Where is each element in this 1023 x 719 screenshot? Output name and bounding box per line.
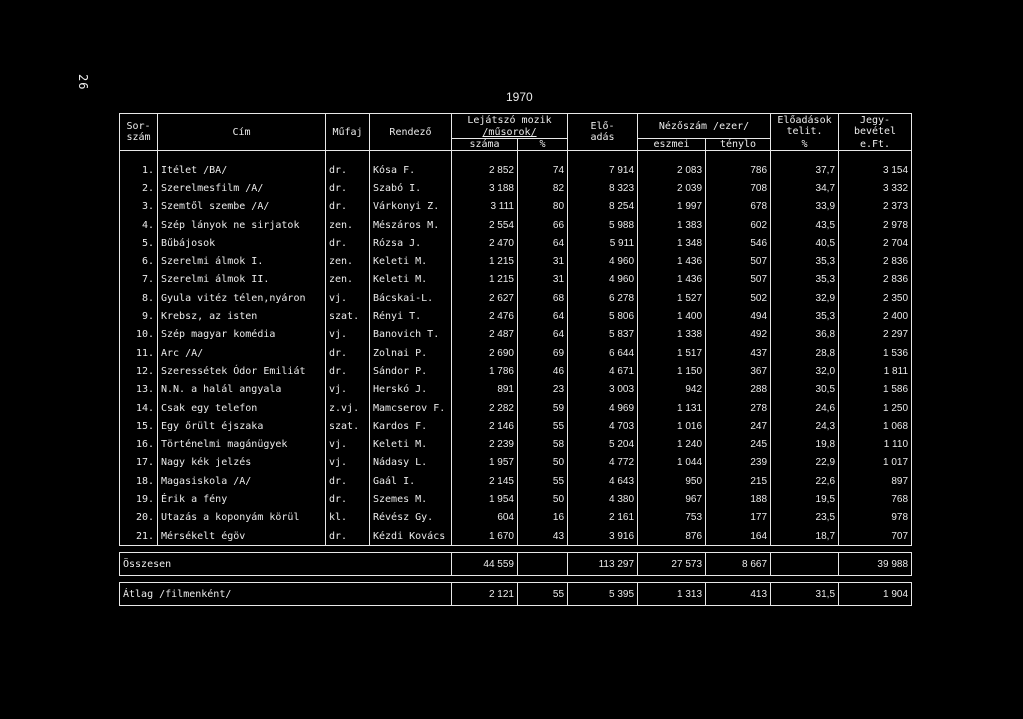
fill-rate: 37,7 — [771, 161, 839, 179]
viewers-nominal: 1 131 — [638, 399, 706, 417]
cinemas-pct: 80 — [518, 198, 568, 216]
genre: dr. — [326, 490, 370, 508]
header-lejatszo-szama: száma — [452, 139, 518, 151]
film-title: Nagy kék jelzés — [158, 454, 326, 472]
total-revenue: 39 988 — [839, 553, 912, 576]
shows-count: 3 916 — [568, 527, 638, 546]
viewers-actual: 215 — [706, 472, 771, 490]
average-viewers-nominal: 1 313 — [638, 583, 706, 606]
cinemas-count: 2 690 — [452, 344, 518, 362]
director: Mamcserov F. — [370, 399, 452, 417]
fill-rate: 19,5 — [771, 490, 839, 508]
revenue: 2 978 — [839, 216, 912, 234]
header-jegy-mid: bevétel — [853, 126, 897, 138]
row-number: 19. — [120, 490, 158, 508]
fill-rate: 24,6 — [771, 399, 839, 417]
film-title: Utazás a koponyám körül — [158, 509, 326, 527]
fill-rate: 35,3 — [771, 252, 839, 270]
revenue: 3 332 — [839, 179, 912, 197]
film-title: Itélet /BA/ — [158, 161, 326, 179]
table-row — [120, 399, 912, 417]
director: Sándor P. — [370, 362, 452, 380]
revenue: 1 811 — [839, 362, 912, 380]
genre: vj. — [326, 326, 370, 344]
viewers-actual: 507 — [706, 252, 771, 270]
genre: zen. — [326, 271, 370, 289]
average-viewers-actual: 413 — [706, 583, 771, 606]
film-title: Szép lányok ne sirjatok — [158, 216, 326, 234]
total-cinemas: 44 559 — [452, 553, 518, 576]
average-shows: 5 395 — [568, 583, 638, 606]
cinemas-pct: 68 — [518, 289, 568, 307]
shows-count: 5 204 — [568, 435, 638, 453]
table-row — [120, 472, 912, 490]
cinemas-pct: 50 — [518, 454, 568, 472]
viewers-nominal: 1 997 — [638, 198, 706, 216]
header-eloadasok — [771, 114, 839, 139]
film-title: Szép magyar komédia — [158, 326, 326, 344]
viewers-nominal: 1 517 — [638, 344, 706, 362]
shows-count: 4 703 — [568, 417, 638, 435]
film-statistics-table — [119, 113, 911, 623]
fill-rate: 32,0 — [771, 362, 839, 380]
viewers-nominal: 1 436 — [638, 252, 706, 270]
table-body — [120, 151, 912, 546]
shows-count: 6 278 — [568, 289, 638, 307]
cinemas-count: 2 487 — [452, 326, 518, 344]
cinemas-pct: 74 — [518, 161, 568, 179]
shows-count: 5 988 — [568, 216, 638, 234]
row-number: 5. — [120, 234, 158, 252]
fill-rate: 43,5 — [771, 216, 839, 234]
table-row — [120, 527, 912, 546]
total-viewers-actual: 8 667 — [706, 553, 771, 576]
cinemas-pct: 31 — [518, 252, 568, 270]
shows-count: 4 380 — [568, 490, 638, 508]
cinemas-count: 2 852 — [452, 161, 518, 179]
shows-count: 2 161 — [568, 509, 638, 527]
cinemas-pct: 66 — [518, 216, 568, 234]
director: Kósa F. — [370, 161, 452, 179]
director: Keleti M. — [370, 252, 452, 270]
viewers-actual: 239 — [706, 454, 771, 472]
table-row — [120, 161, 912, 179]
revenue: 3 154 — [839, 161, 912, 179]
genre: dr. — [326, 198, 370, 216]
viewers-actual: 502 — [706, 289, 771, 307]
table-row — [120, 362, 912, 380]
cinemas-count: 2 476 — [452, 307, 518, 325]
revenue: 1 586 — [839, 381, 912, 399]
film-title: Szerelmi álmok II. — [158, 271, 326, 289]
genre: vj. — [326, 435, 370, 453]
genre: szat. — [326, 417, 370, 435]
viewers-actual: 492 — [706, 326, 771, 344]
cinemas-count: 1 954 — [452, 490, 518, 508]
revenue: 1 250 — [839, 399, 912, 417]
table-row — [120, 179, 912, 197]
director: Kézdi Kovács — [370, 527, 452, 546]
header-musorok: /műsorok/ — [452, 127, 568, 139]
row-number: 16. — [120, 435, 158, 453]
fill-rate: 36,8 — [771, 326, 839, 344]
viewers-nominal: 753 — [638, 509, 706, 527]
row-number: 18. — [120, 472, 158, 490]
genre: dr. — [326, 527, 370, 546]
viewers-nominal: 876 — [638, 527, 706, 546]
cinemas-count: 2 470 — [452, 234, 518, 252]
cinemas-count: 2 145 — [452, 472, 518, 490]
table-row — [120, 307, 912, 325]
header-jegy-top: Jegy- — [859, 115, 891, 127]
genre: dr. — [326, 234, 370, 252]
row-number: 10. — [120, 326, 158, 344]
cinemas-pct: 69 — [518, 344, 568, 362]
genre: zen. — [326, 252, 370, 270]
genre: zen. — [326, 216, 370, 234]
average-fill: 31,5 — [771, 583, 839, 606]
total-label: Összesen — [120, 553, 452, 576]
total-row — [120, 553, 912, 576]
table-row — [120, 326, 912, 344]
row-number: 20. — [120, 509, 158, 527]
director: Várkonyi Z. — [370, 198, 452, 216]
header-eloadasok-top: Előadások — [777, 115, 832, 127]
revenue: 2 373 — [839, 198, 912, 216]
row-number: 13. — [120, 381, 158, 399]
revenue: 707 — [839, 527, 912, 546]
fill-rate: 32,9 — [771, 289, 839, 307]
table-row — [120, 289, 912, 307]
viewers-actual: 437 — [706, 344, 771, 362]
director: Herskó J. — [370, 381, 452, 399]
fill-rate: 28,8 — [771, 344, 839, 362]
shows-count: 5 806 — [568, 307, 638, 325]
header-nezoszam-eszmei: eszmei — [638, 139, 706, 151]
row-number: 7. — [120, 271, 158, 289]
header-nezoszam-tenyl: ténylo — [706, 139, 771, 151]
film-title: Egy őrült éjszaka — [158, 417, 326, 435]
genre: dr. — [326, 344, 370, 362]
average-revenue: 1 904 — [839, 583, 912, 606]
viewers-actual: 546 — [706, 234, 771, 252]
director: Nádasy L. — [370, 454, 452, 472]
cinemas-pct: 16 — [518, 509, 568, 527]
viewers-actual: 708 — [706, 179, 771, 197]
viewers-nominal: 1 436 — [638, 271, 706, 289]
fill-rate: 22,9 — [771, 454, 839, 472]
viewers-actual: 164 — [706, 527, 771, 546]
viewers-actual: 188 — [706, 490, 771, 508]
revenue: 1 536 — [839, 344, 912, 362]
director: Kardos F. — [370, 417, 452, 435]
film-title: Magasiskola /A/ — [158, 472, 326, 490]
genre: dr. — [326, 179, 370, 197]
viewers-nominal: 2 083 — [638, 161, 706, 179]
cinemas-count: 3 111 — [452, 198, 518, 216]
cinemas-pct: 43 — [518, 527, 568, 546]
revenue: 1 017 — [839, 454, 912, 472]
viewers-actual: 678 — [706, 198, 771, 216]
revenue: 2 836 — [839, 271, 912, 289]
viewers-nominal: 1 016 — [638, 417, 706, 435]
row-number: 21. — [120, 527, 158, 546]
director: Szabó I. — [370, 179, 452, 197]
total-shows: 113 297 — [568, 553, 638, 576]
header-nezoszam: Nézőszám /ezer/ — [638, 114, 771, 139]
film-title: Szeressétek Ódor Emiliát — [158, 362, 326, 380]
director: Zolnai P. — [370, 344, 452, 362]
genre: vj. — [326, 454, 370, 472]
total-pct — [518, 553, 568, 576]
cinemas-pct: 82 — [518, 179, 568, 197]
cinemas-count: 2 282 — [452, 399, 518, 417]
viewers-nominal: 950 — [638, 472, 706, 490]
shows-count: 4 960 — [568, 271, 638, 289]
director: Gaál I. — [370, 472, 452, 490]
row-number: 14. — [120, 399, 158, 417]
director: Rényi T. — [370, 307, 452, 325]
table-row — [120, 252, 912, 270]
film-title: Szemtől szembe /A/ — [158, 198, 326, 216]
row-number: 2. — [120, 179, 158, 197]
revenue: 2 350 — [839, 289, 912, 307]
header-cim: Cím — [158, 114, 326, 151]
viewers-actual: 786 — [706, 161, 771, 179]
cinemas-count: 604 — [452, 509, 518, 527]
shows-count: 4 643 — [568, 472, 638, 490]
revenue: 2 400 — [839, 307, 912, 325]
viewers-nominal: 967 — [638, 490, 706, 508]
row-number: 6. — [120, 252, 158, 270]
cinemas-count: 2 146 — [452, 417, 518, 435]
shows-count: 6 644 — [568, 344, 638, 362]
genre: kl. — [326, 509, 370, 527]
revenue: 2 836 — [839, 252, 912, 270]
genre: z.vj. — [326, 399, 370, 417]
cinemas-count: 891 — [452, 381, 518, 399]
table-row — [120, 234, 912, 252]
director: Mészáros M. — [370, 216, 452, 234]
viewers-nominal: 1 338 — [638, 326, 706, 344]
row-number: 12. — [120, 362, 158, 380]
fill-rate: 19,8 — [771, 435, 839, 453]
genre: dr. — [326, 472, 370, 490]
viewers-actual: 247 — [706, 417, 771, 435]
header-eloadasok-telit: telit. — [786, 126, 823, 138]
film-title: Mérsékelt égöv — [158, 527, 326, 546]
revenue: 768 — [839, 490, 912, 508]
shows-count: 8 323 — [568, 179, 638, 197]
table-row — [120, 216, 912, 234]
table-row — [120, 417, 912, 435]
total-viewers-nominal: 27 573 — [638, 553, 706, 576]
header-mufaj: Műfaj — [326, 114, 370, 151]
average-row — [120, 583, 912, 606]
film-title: Krebsz, az isten — [158, 307, 326, 325]
viewers-actual: 507 — [706, 271, 771, 289]
film-title: Gyula vitéz télen,nyáron — [158, 289, 326, 307]
row-number: 1. — [120, 161, 158, 179]
table-header — [120, 114, 912, 151]
revenue: 978 — [839, 509, 912, 527]
table-row — [120, 490, 912, 508]
header-rendezo: Rendező — [370, 114, 452, 151]
cinemas-pct: 55 — [518, 472, 568, 490]
cinemas-count: 1 786 — [452, 362, 518, 380]
cinemas-count: 1 670 — [452, 527, 518, 546]
row-number: 4. — [120, 216, 158, 234]
row-number: 11. — [120, 344, 158, 362]
table-row — [120, 454, 912, 472]
director: Banovich T. — [370, 326, 452, 344]
revenue: 1 110 — [839, 435, 912, 453]
header-jegybevetel — [839, 114, 912, 139]
shows-count: 7 914 — [568, 161, 638, 179]
page-number: 26 — [76, 74, 90, 91]
fill-rate: 40,5 — [771, 234, 839, 252]
cinemas-count: 2 554 — [452, 216, 518, 234]
genre: dr. — [326, 362, 370, 380]
viewers-nominal: 942 — [638, 381, 706, 399]
revenue: 1 068 — [839, 417, 912, 435]
cinemas-pct: 46 — [518, 362, 568, 380]
table-row — [120, 198, 912, 216]
viewers-nominal: 1 383 — [638, 216, 706, 234]
header-eloadas: Elő- adás — [568, 114, 638, 151]
cinemas-pct: 50 — [518, 490, 568, 508]
director: Keleti M. — [370, 271, 452, 289]
cinemas-pct: 59 — [518, 399, 568, 417]
film-title: Csak egy telefon — [158, 399, 326, 417]
shows-count: 4 969 — [568, 399, 638, 417]
viewers-actual: 602 — [706, 216, 771, 234]
header-jegy-unit: e.Ft. — [839, 139, 912, 151]
film-title: Szerelmi álmok I. — [158, 252, 326, 270]
table-row — [120, 344, 912, 362]
revenue: 897 — [839, 472, 912, 490]
viewers-nominal: 1 044 — [638, 454, 706, 472]
table-row — [120, 435, 912, 453]
genre: szat. — [326, 307, 370, 325]
row-number: 9. — [120, 307, 158, 325]
viewers-actual: 177 — [706, 509, 771, 527]
fill-rate: 30,5 — [771, 381, 839, 399]
film-title: Szerelmesfilm /A/ — [158, 179, 326, 197]
genre: vj. — [326, 289, 370, 307]
viewers-nominal: 1 240 — [638, 435, 706, 453]
viewers-actual: 288 — [706, 381, 771, 399]
cinemas-pct: 64 — [518, 234, 568, 252]
table-row — [120, 509, 912, 527]
director: Keleti M. — [370, 435, 452, 453]
cinemas-count: 2 627 — [452, 289, 518, 307]
shows-count: 4 960 — [568, 252, 638, 270]
cinemas-pct: 64 — [518, 307, 568, 325]
film-title: N.N. a halál angyala — [158, 381, 326, 399]
fill-rate: 24,3 — [771, 417, 839, 435]
header-eloadasok-pct: % — [771, 139, 839, 151]
cinemas-pct: 23 — [518, 381, 568, 399]
film-title: Történelmi magánügyek — [158, 435, 326, 453]
row-number: 17. — [120, 454, 158, 472]
director: Rózsa J. — [370, 234, 452, 252]
average-cinemas: 2 121 — [452, 583, 518, 606]
table-row — [120, 271, 912, 289]
viewers-actual: 367 — [706, 362, 771, 380]
viewers-nominal: 1 527 — [638, 289, 706, 307]
viewers-nominal: 2 039 — [638, 179, 706, 197]
fill-rate: 33,9 — [771, 198, 839, 216]
average-pct: 55 — [518, 583, 568, 606]
viewers-actual: 278 — [706, 399, 771, 417]
fill-rate: 23,5 — [771, 509, 839, 527]
shows-count: 5 911 — [568, 234, 638, 252]
average-label: Átlag /filmenként/ — [120, 583, 452, 606]
revenue: 2 297 — [839, 326, 912, 344]
header-lejatszo-pct: % — [518, 139, 568, 151]
row-number: 15. — [120, 417, 158, 435]
genre: vj. — [326, 381, 370, 399]
shows-count: 3 003 — [568, 381, 638, 399]
shows-count: 5 837 — [568, 326, 638, 344]
viewers-nominal: 1 150 — [638, 362, 706, 380]
shows-count: 8 254 — [568, 198, 638, 216]
director: Révész Gy. — [370, 509, 452, 527]
cinemas-pct: 31 — [518, 271, 568, 289]
cinemas-count: 1 215 — [452, 271, 518, 289]
cinemas-count: 3 188 — [452, 179, 518, 197]
cinemas-pct: 55 — [518, 417, 568, 435]
header-sorszam: Sor- szám — [120, 114, 158, 151]
total-fill — [771, 553, 839, 576]
row-number: 3. — [120, 198, 158, 216]
film-title: Arc /A/ — [158, 344, 326, 362]
row-number: 8. — [120, 289, 158, 307]
film-title: Bűbájosok — [158, 234, 326, 252]
shows-count: 4 772 — [568, 454, 638, 472]
table-year: 1970 — [506, 90, 533, 104]
viewers-nominal: 1 348 — [638, 234, 706, 252]
director: Bácskai-L. — [370, 289, 452, 307]
header-lejatszo: Lejátszó mozik — [452, 114, 568, 127]
revenue: 2 704 — [839, 234, 912, 252]
director: Szemes M. — [370, 490, 452, 508]
genre: dr. — [326, 161, 370, 179]
viewers-actual: 245 — [706, 435, 771, 453]
viewers-actual: 494 — [706, 307, 771, 325]
fill-rate: 35,3 — [771, 307, 839, 325]
shows-count: 4 671 — [568, 362, 638, 380]
table-row — [120, 381, 912, 399]
table-footer — [120, 546, 912, 606]
cinemas-count: 1 957 — [452, 454, 518, 472]
cinemas-pct: 64 — [518, 326, 568, 344]
fill-rate: 18,7 — [771, 527, 839, 546]
cinemas-count: 1 215 — [452, 252, 518, 270]
cinemas-count: 2 239 — [452, 435, 518, 453]
fill-rate: 34,7 — [771, 179, 839, 197]
viewers-nominal: 1 400 — [638, 307, 706, 325]
cinemas-pct: 58 — [518, 435, 568, 453]
fill-rate: 22,6 — [771, 472, 839, 490]
fill-rate: 35,3 — [771, 271, 839, 289]
film-title: Érik a fény — [158, 490, 326, 508]
